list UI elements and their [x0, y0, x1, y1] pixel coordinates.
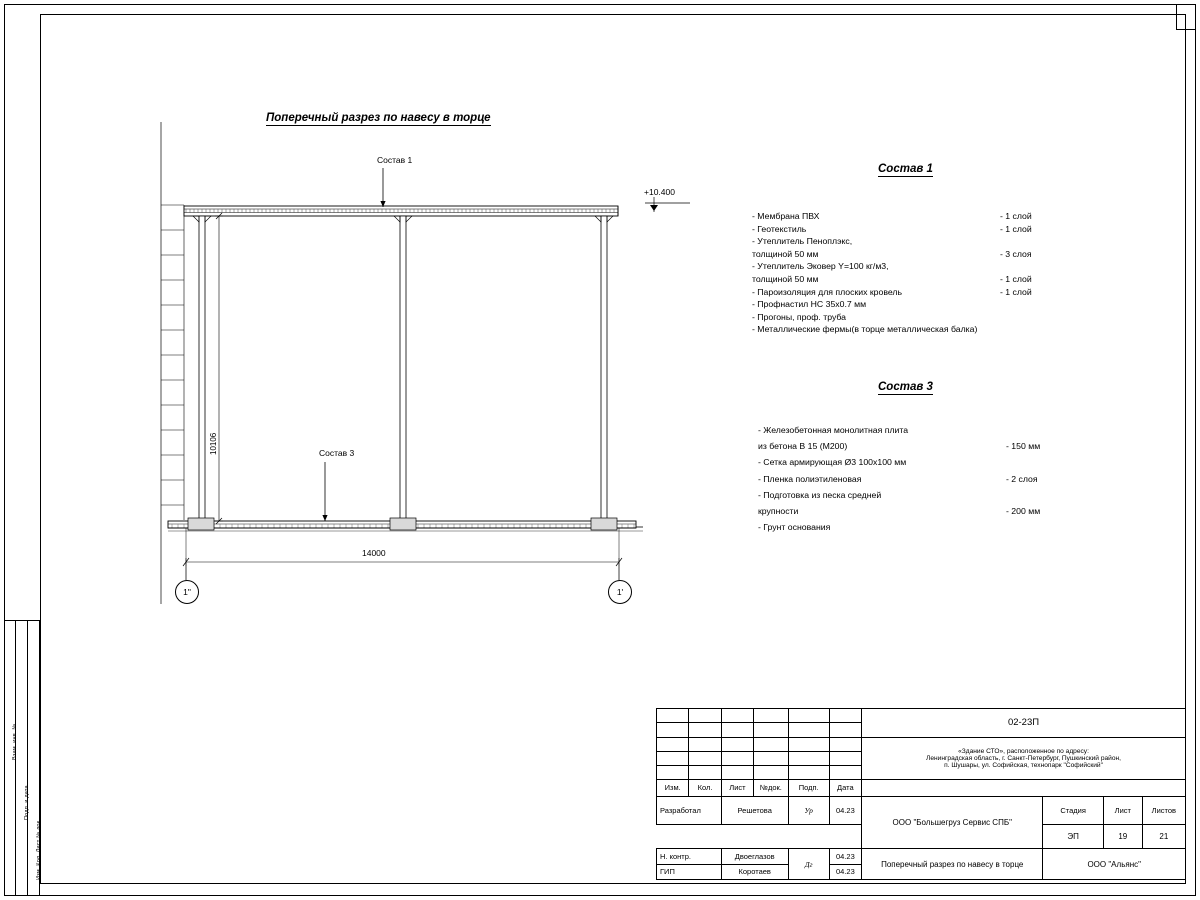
stamp-stage-label: Стадия — [1043, 796, 1103, 825]
composition-1-row-9-text: - Металлические фермы(в торце металлическая балка) — [752, 324, 978, 335]
composition-3-heading: Состав 3 — [878, 381, 933, 393]
dimension-width: 14000 — [362, 548, 386, 558]
composition-3-row-6-text: - Грунт основания — [758, 522, 831, 533]
side-label-3: Изм. Кол. Лист № док. — [36, 818, 42, 880]
stamp-col-data: Дата — [829, 780, 861, 796]
composition-3-row-3-value: - 2 слоя — [1006, 473, 1038, 484]
composition-1-row-5-value: - 1 слой — [1000, 273, 1032, 284]
stamp-role-developer: Разработал — [657, 796, 722, 825]
object-line-1: «Здание СТО», расположенное по адресу: — [958, 747, 1089, 755]
stamp-role-ncontrol: Н. контр. — [657, 849, 722, 864]
composition-1-row-6-text: - Пароизоляция для плоских кровель — [752, 286, 902, 297]
axis-marker-left: 1" — [175, 580, 199, 604]
stamp-sheets-label: Листов — [1142, 796, 1185, 825]
elevation-label: +10.400 — [644, 187, 675, 197]
composition-3-row-5-text: крупности — [758, 505, 799, 516]
composition-3-row-3-text: - Пленка полиэтиленовая — [758, 473, 862, 484]
stamp-col-podp: Подп. — [788, 780, 829, 796]
composition-1-row-0-value: - 1 слой — [1000, 211, 1032, 221]
composition-1-heading: Состав 1 — [878, 163, 933, 175]
dimension-height: 10106 — [209, 432, 218, 455]
callout-label-floor: Состав 3 — [319, 448, 355, 458]
composition-1-row-1-text: - Геотекстиль — [752, 223, 807, 234]
stamp-date-ncontrol: 04.23 — [829, 849, 861, 864]
object-line-2: Ленинградская область, г. Санкт-Петербург, Пушкинский район, — [926, 754, 1121, 762]
stamp-date-gip: 04.23 — [829, 864, 861, 879]
composition-1-row-1-value: - 1 слой — [1000, 223, 1032, 234]
stamp-col-kol: Кол. — [689, 780, 721, 796]
stamp-signature-developer: Ур — [788, 796, 829, 825]
stamp-date-developer: 04.23 — [829, 796, 861, 825]
stamp-col-list: Лист — [721, 780, 753, 796]
composition-1-row-8-text: - Прогоны, проф. труба — [752, 311, 846, 322]
composition-3-row-1-value: - 150 мм — [1006, 441, 1041, 452]
axis-marker-right: 1' — [608, 580, 632, 604]
stamp-name-developer: Решетова — [721, 796, 788, 825]
composition-1-row-3-value: - 3 слоя — [1000, 248, 1032, 259]
composition-3-row-1-text: из бетона В 15 (М200) — [758, 441, 848, 452]
callout-label-roof: Состав 1 — [377, 155, 413, 165]
stamp-col-izm: Изм. — [657, 780, 689, 796]
stamp-sheet-title: Поперечный разрез по навесу в торце — [862, 849, 1043, 880]
stamp-sheets-value: 21 — [1142, 825, 1185, 849]
composition-3-row-5-value: - 200 мм — [1006, 505, 1041, 516]
stamp-name-gip: Коротаев — [721, 864, 788, 879]
composition-3-row-2-text: - Сетка армирующая Ø3 100х100 мм — [758, 457, 907, 468]
side-label-1: Взам. инв. № — [12, 723, 18, 760]
stamp-role-gip: ГИП — [657, 864, 722, 879]
composition-1-row-3-text: толщиной 50 мм — [752, 248, 819, 259]
composition-1-row-5-text: толщиной 50 мм — [752, 273, 819, 284]
side-label-2: Подп. и дата — [24, 785, 30, 820]
composition-1-row-0-text: - Мембрана ПВХ — [752, 211, 820, 221]
project-code: 02-23П — [862, 709, 1186, 738]
composition-1-row-2-text: - Утеплитель Пеноплэкс, — [752, 236, 853, 247]
drawing-title: Поперечный разрез по навесу в торце — [266, 112, 491, 124]
composition-1-row-6-value: - 1 слой — [1000, 286, 1032, 297]
object-line-3: п. Шушары, ул. Софийская, технопарк "Софийский" — [944, 761, 1103, 769]
stamp-col-ndok: №док. — [754, 780, 789, 796]
composition-1-row-7-text: - Профнастил НС 35х0.7 мм — [752, 299, 867, 310]
stamp-sheet-label: Лист — [1103, 796, 1142, 825]
stamp-organization: ООО "Альянс" — [1043, 849, 1186, 880]
composition-1-row-4-text: - Утеплитель Эковер Y=100 кг/м3, — [752, 261, 889, 272]
composition-3-row-0-text: - Железобетонная монолитная плита — [758, 425, 909, 435]
composition-3-row-4-text: - Подготовка из песка средней — [758, 489, 882, 500]
stamp-company: ООО "Большегруз Сервис СПБ" — [862, 796, 1043, 849]
stamp-sheet-value: 19 — [1103, 825, 1142, 849]
stamp-signature-ncontrol: Дг — [788, 849, 829, 880]
stamp-stage-value: ЭП — [1043, 825, 1103, 849]
stamp-name-ncontrol: Двоеглазов — [721, 849, 788, 864]
title-block — [656, 708, 1186, 880]
